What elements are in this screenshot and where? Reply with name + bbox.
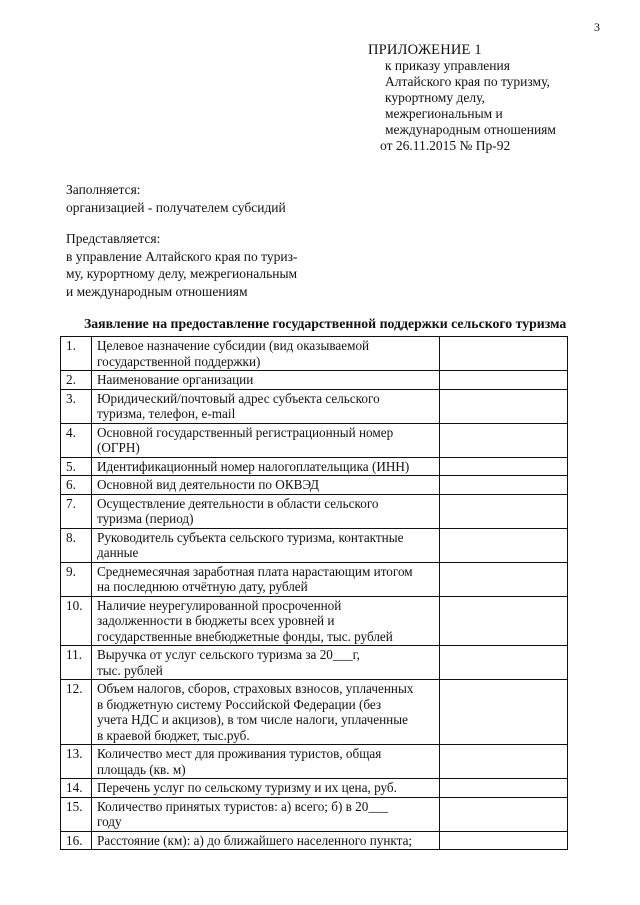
row-value-cell[interactable] bbox=[440, 371, 568, 390]
row-description-line: Перечень услуг по сельскому туризму и их цена, руб. bbox=[97, 780, 397, 795]
row-description-line: Основной государственный регистрационный номер bbox=[97, 424, 394, 440]
row-value-cell[interactable] bbox=[440, 494, 568, 528]
table-row bbox=[61, 423, 568, 457]
row-description-line: задолженности в бюджеты всех уровней и bbox=[97, 613, 335, 628]
row-description-line: Выручка от услуг сельского туризма за 20___г, bbox=[97, 647, 360, 662]
row-number: 15. bbox=[61, 797, 92, 831]
submitted-to-line: в управление Алтайского края по туриз- bbox=[66, 248, 298, 264]
table-row bbox=[61, 528, 568, 562]
row-description-line: Основной вид деятельности по ОКВЭД bbox=[97, 477, 319, 492]
document-title: Заявление на предоставление государственной поддержки сельского туризма bbox=[84, 316, 567, 331]
row-description-line: году bbox=[97, 814, 122, 829]
row-description bbox=[92, 423, 440, 457]
row-value-cell[interactable] bbox=[440, 562, 568, 596]
appendix-line: Алтайского края по туризму, bbox=[385, 74, 550, 89]
table-row bbox=[61, 646, 568, 680]
row-description-line: Наличие неурегулированной просроченной bbox=[97, 597, 342, 613]
row-description-line: Объем налогов, сборов, страховых взносов, уплаченных bbox=[97, 681, 414, 696]
row-description-line: Юридический/почтовый адрес субъекта сельского bbox=[97, 390, 380, 406]
row-number: 8. bbox=[61, 528, 92, 562]
row-description-line: Идентификационный номер налогоплательщика (ИНН) bbox=[97, 458, 410, 474]
appendix-block bbox=[368, 42, 556, 154]
filled-by-label: Заполняется: bbox=[66, 182, 141, 197]
filled-by-block bbox=[66, 181, 286, 216]
row-description bbox=[92, 779, 440, 798]
row-value-cell[interactable] bbox=[440, 389, 568, 423]
row-number: 14. bbox=[61, 779, 92, 798]
row-description-line: тыс. рублей bbox=[97, 662, 163, 678]
table-row bbox=[61, 371, 568, 390]
row-description bbox=[92, 797, 440, 831]
row-description-line: Наименование организации bbox=[97, 372, 254, 387]
row-value-cell[interactable] bbox=[440, 745, 568, 779]
submitted-to-line: му, курортному делу, межрегиональным bbox=[66, 266, 298, 281]
row-value-cell[interactable] bbox=[440, 797, 568, 831]
row-description bbox=[92, 494, 440, 528]
table-row bbox=[61, 494, 568, 528]
row-value-cell[interactable] bbox=[440, 528, 568, 562]
row-number: 9. bbox=[61, 562, 92, 596]
row-description-line: Целевое назначение субсидии (вид оказываемой bbox=[97, 338, 370, 353]
row-value-cell[interactable] bbox=[440, 680, 568, 745]
row-number: 4. bbox=[61, 423, 92, 457]
table-row bbox=[61, 337, 568, 371]
appendix-heading: ПРИЛОЖЕНИЕ 1 bbox=[368, 42, 482, 58]
table-row bbox=[61, 831, 568, 850]
table-row bbox=[61, 457, 568, 476]
row-description bbox=[92, 371, 440, 390]
table-row bbox=[61, 779, 568, 798]
row-number: 7. bbox=[61, 494, 92, 528]
row-number: 10. bbox=[61, 596, 92, 646]
row-description bbox=[92, 528, 440, 562]
row-number: 11. bbox=[61, 646, 92, 680]
table-row bbox=[61, 596, 568, 646]
row-description-line: туризма, телефон, e-mail bbox=[97, 406, 236, 421]
row-value-cell[interactable] bbox=[440, 337, 568, 371]
row-description-line: Осуществление деятельности в области сельского bbox=[97, 495, 379, 511]
appendix-date-line: от 26.11.2015 № Пр-92 bbox=[380, 138, 511, 153]
row-description bbox=[92, 596, 440, 646]
row-number: 12. bbox=[61, 680, 92, 745]
row-value-cell[interactable] bbox=[440, 831, 568, 850]
row-description-line: в бюджетную систему Российской Федерации (без bbox=[97, 696, 382, 712]
row-description-line: (ОГРН) bbox=[97, 440, 140, 455]
row-number: 6. bbox=[61, 476, 92, 495]
page-number: 3 bbox=[594, 20, 600, 34]
row-description bbox=[92, 389, 440, 423]
row-description bbox=[92, 457, 440, 476]
submitted-to-label: Представляется: bbox=[66, 231, 161, 246]
row-description-line: Среднемесячная заработная плата нарастающим итогом bbox=[97, 563, 413, 579]
row-description-line: в краевой бюджет, тыс.руб. bbox=[97, 727, 250, 743]
row-description bbox=[92, 745, 440, 779]
table-row bbox=[61, 476, 568, 495]
row-number: 3. bbox=[61, 389, 92, 423]
row-description bbox=[92, 562, 440, 596]
row-description-line: Количество мест для проживания туристов, общая bbox=[97, 746, 382, 761]
table-row bbox=[61, 562, 568, 596]
row-description bbox=[92, 680, 440, 745]
row-description bbox=[92, 476, 440, 495]
row-description-line: государственные внебюджетные фонды, тыс. рублей bbox=[97, 628, 393, 644]
row-value-cell[interactable] bbox=[440, 476, 568, 495]
row-description bbox=[92, 831, 440, 850]
row-description-line: Расстояние (км): а) до ближайшего населенного пункта; bbox=[97, 832, 413, 848]
table-row bbox=[61, 745, 568, 779]
row-description-line: на последнюю отчётную дату, рублей bbox=[97, 579, 308, 594]
row-description bbox=[92, 646, 440, 680]
table-row bbox=[61, 389, 568, 423]
row-value-cell[interactable] bbox=[440, 779, 568, 798]
row-number: 5. bbox=[61, 457, 92, 476]
row-description-line: данные bbox=[97, 545, 139, 560]
appendix-line: межрегиональным и bbox=[385, 106, 503, 121]
appendix-line: к приказу управления bbox=[385, 58, 510, 73]
appendix-line: международным отношениям bbox=[385, 122, 556, 137]
row-number: 13. bbox=[61, 745, 92, 779]
row-value-cell[interactable] bbox=[440, 423, 568, 457]
submitted-to-block bbox=[66, 230, 297, 300]
row-description bbox=[92, 337, 440, 371]
row-number: 16. bbox=[61, 831, 92, 850]
row-number: 2. bbox=[61, 371, 92, 390]
row-description-line: учета НДС и акцизов), в том числе налоги, уплаченные bbox=[97, 712, 408, 727]
row-description-line: туризма (период) bbox=[97, 511, 194, 526]
filled-by-value: организацией - получателем субсидий bbox=[66, 199, 286, 215]
submitted-to-line: и международным отношениям bbox=[66, 283, 248, 299]
row-description-line: площадь (кв. м) bbox=[97, 761, 186, 777]
row-value-cell[interactable] bbox=[440, 457, 568, 476]
row-value-cell[interactable] bbox=[440, 596, 568, 646]
row-number: 1. bbox=[61, 337, 92, 371]
application-form-table bbox=[60, 336, 568, 850]
row-description-line: Количество принятых туристов: а) всего; б) в 20___ bbox=[97, 798, 389, 814]
row-description-line: Руководитель субъекта сельского туризма, контактные bbox=[97, 529, 404, 545]
row-description-line: государственной поддержки) bbox=[97, 353, 261, 369]
row-value-cell[interactable] bbox=[440, 646, 568, 680]
table-row bbox=[61, 680, 568, 745]
table-row bbox=[61, 797, 568, 831]
appendix-line: курортному делу, bbox=[385, 90, 485, 105]
